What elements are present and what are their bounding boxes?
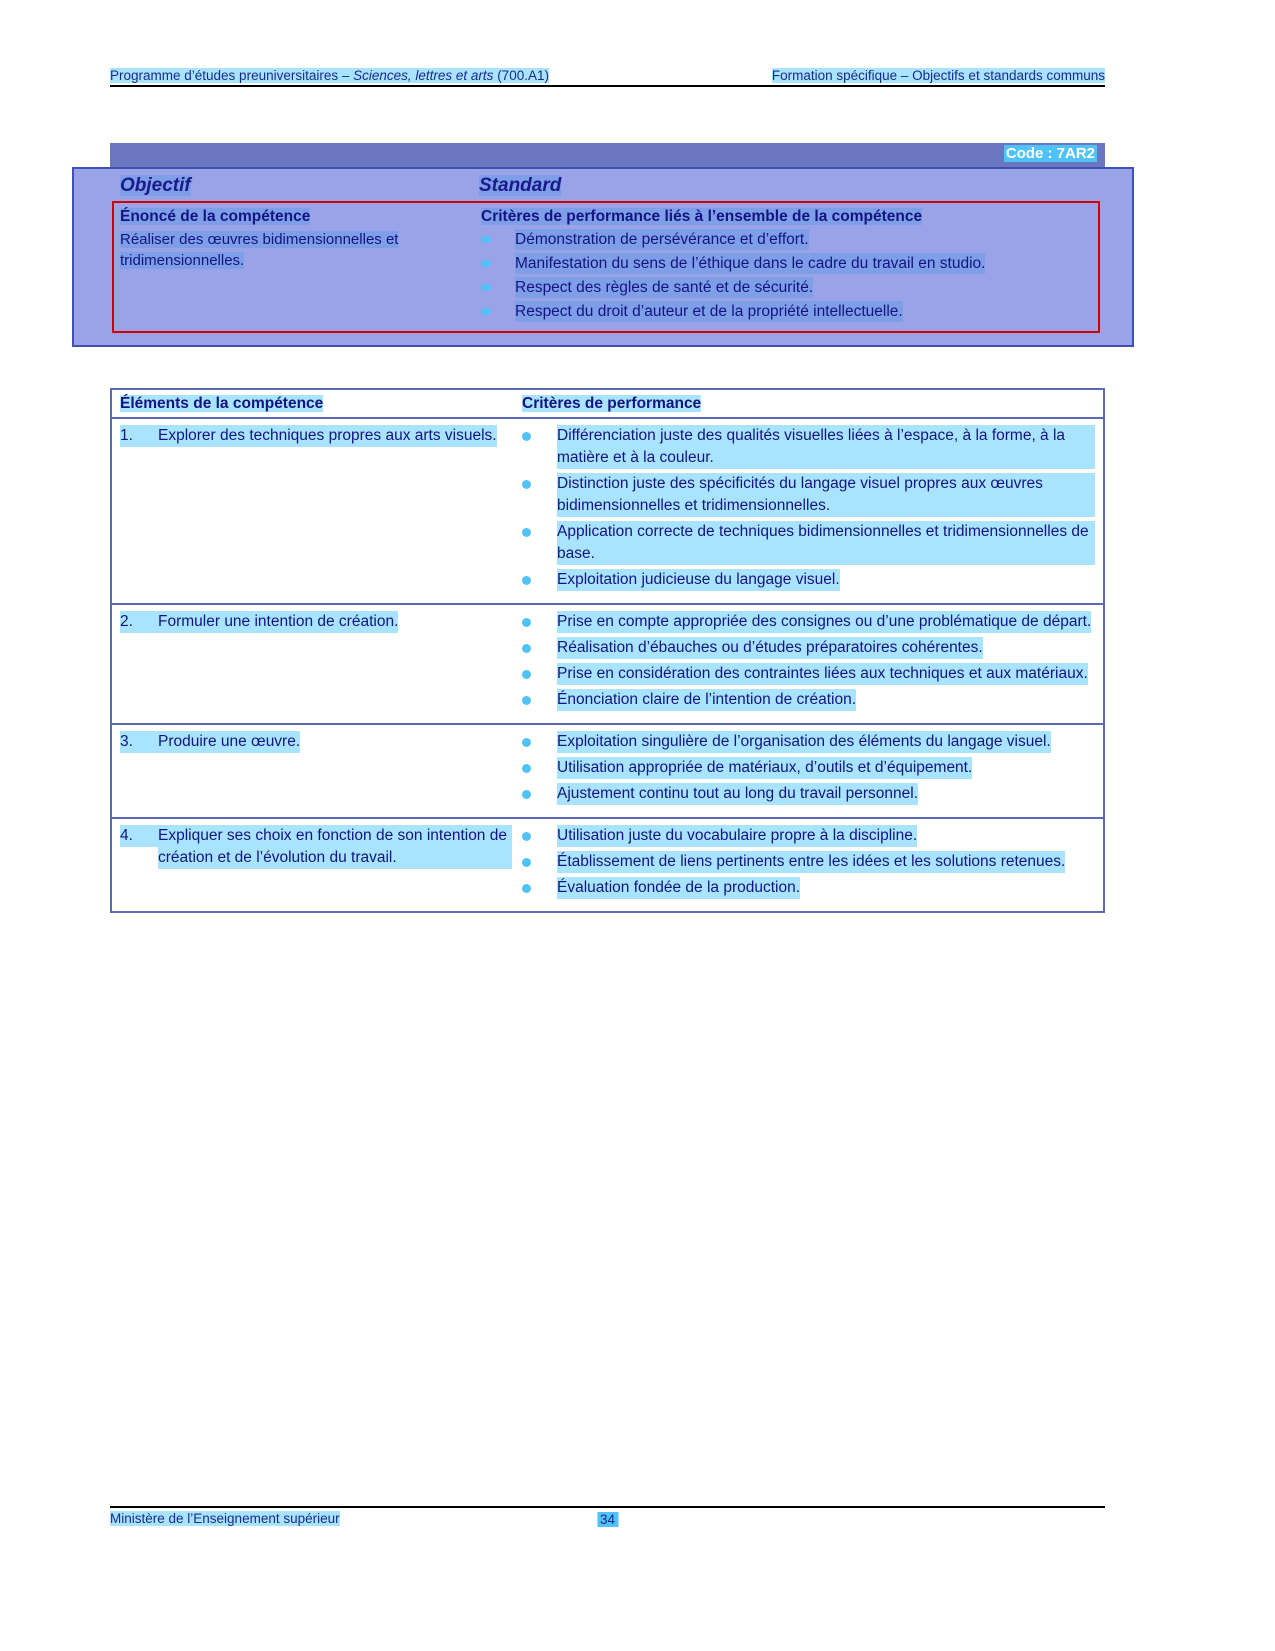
table-row: [112, 605, 1103, 725]
element-label: Expliquer ses choix en fonction de son intention de création et de l’évolution du travail.: [158, 825, 512, 869]
criterion-text: Établissement de liens pertinents entre les idées et les solutions retenues.: [557, 851, 1065, 873]
criterion-text: Utilisation juste du vocabulaire propre à la discipline.: [557, 825, 917, 847]
list-item: [522, 825, 1095, 847]
element-number: 4.: [120, 825, 158, 847]
page-number: 34: [597, 1512, 618, 1527]
criterion-text: Évaluation fondée de la production.: [557, 877, 800, 899]
bullet-icon: [522, 670, 531, 679]
footer-ministry-text: Ministère de l’Enseignement supérieur: [110, 1511, 340, 1526]
element-number: 2.: [120, 611, 158, 633]
criterion-text: Ajustement continu tout au long du travail personnel.: [557, 783, 918, 805]
bullet-icon: [522, 696, 531, 705]
list-item: [522, 731, 1095, 753]
enonce-text-cell: [114, 229, 481, 325]
bullet-icon: [522, 858, 531, 867]
list-item: [481, 253, 1098, 274]
elements-competence-table: [110, 388, 1105, 913]
bullet-icon: [522, 884, 531, 893]
criterion-text: Énonciation claire de l’intention de création.: [557, 689, 856, 711]
header-right-text: Formation spécifique – Objectifs et standards communs: [771, 68, 1105, 83]
criteres-heading-cell: [522, 395, 1103, 413]
column-header-elements: Éléments de la compétence: [120, 395, 324, 412]
criterion-text: Démonstration de persévérance et d’effort.: [515, 231, 809, 248]
elements-heading-cell: [112, 395, 522, 413]
element-label: Produire une œuvre.: [158, 731, 300, 753]
bullet-icon: [522, 480, 531, 489]
table-row: [112, 419, 1103, 605]
page-footer: [110, 1506, 1105, 1526]
enonce-line-1: Réaliser des œuvres bidimensionnelles et: [120, 231, 399, 248]
criteria-list: [522, 425, 1095, 591]
competency-code: Code : 7AR2: [1005, 145, 1095, 162]
criterion-text: Exploitation singulière de l’organisation des éléments du langage visuel.: [557, 731, 1051, 753]
list-item: [522, 637, 1095, 659]
criterion-text: Respect des règles de santé et de sécurité.: [515, 279, 814, 296]
bullet-icon: [522, 528, 531, 537]
element-cell: [112, 725, 522, 817]
bullet-icon: [522, 618, 531, 627]
bullet-icon: [481, 284, 491, 291]
header-left-text: [110, 68, 549, 83]
criterion-text: Manifestation du sens de l’éthique dans le cadre du travail en studio.: [515, 255, 986, 272]
objectif-standard-block: [72, 167, 1134, 347]
criterion-text: Exploitation judicieuse du langage visuel.: [557, 569, 840, 591]
header-left-program: Programme d’études preuniversitaires –: [110, 68, 354, 83]
competency-box-body: [114, 229, 1098, 331]
list-item: [522, 663, 1095, 685]
column-header-criteres: Critères de performance: [522, 395, 702, 412]
list-item: [522, 569, 1095, 591]
list-item: [522, 757, 1095, 779]
criteres-ensemble-cell: [481, 229, 1098, 325]
header-left-italic: Sciences, lettres et arts: [353, 68, 494, 83]
list-item: [522, 783, 1095, 805]
bullet-icon: [522, 576, 531, 585]
criteria-cell: [522, 819, 1103, 911]
bullet-icon: [522, 644, 531, 653]
criteria-cell: [522, 419, 1103, 603]
enonce-heading-cell: [114, 208, 481, 226]
element-cell: [112, 819, 522, 911]
criterion-text: Application correcte de techniques bidimensionnelles et tridimensionnelles de base.: [557, 521, 1095, 565]
enonce-heading: Énoncé de la compétence: [120, 208, 311, 225]
page-header: [110, 68, 1105, 87]
standard-heading-cell: [479, 175, 1132, 197]
list-item: [481, 301, 1098, 322]
criteres-ensemble-list: [481, 229, 1098, 322]
list-item: [522, 877, 1095, 899]
list-item: [522, 611, 1095, 633]
bullet-icon: [522, 764, 531, 773]
table-row: [112, 819, 1103, 911]
table-header-row: [112, 390, 1103, 419]
criteres-ensemble-heading: Critères de performance liés à l’ensemble de la compétence: [481, 208, 923, 225]
bullet-icon: [481, 308, 491, 315]
list-item: [481, 277, 1098, 298]
criterion-text: Distinction juste des spécificités du langage visuel propres aux œuvres bidimensionnelles et tridimensionnelles.: [557, 473, 1095, 517]
objectif-title: Objectif: [120, 175, 191, 196]
element-cell: [112, 419, 522, 603]
criterion-text: Prise en considération des contraintes liées aux techniques et aux matériaux.: [557, 663, 1088, 685]
criteria-list: [522, 611, 1095, 711]
list-item: [481, 229, 1098, 250]
list-item: [522, 425, 1095, 469]
bullet-icon: [522, 790, 531, 799]
enonce-line-2: tridimensionnelles.: [120, 252, 245, 269]
bullet-icon: [522, 432, 531, 441]
element-label: Explorer des techniques propres aux arts visuels.: [158, 425, 497, 447]
element-number: 1.: [120, 425, 158, 447]
list-item: [522, 851, 1095, 873]
element-cell: [112, 605, 522, 723]
competency-statement-box: [112, 201, 1100, 333]
code-bar: [110, 143, 1105, 167]
list-item: [522, 521, 1095, 565]
header-left-code: (700.A1): [493, 68, 549, 83]
bullet-icon: [481, 260, 491, 267]
criterion-text: Prise en compte appropriée des consignes ou d’une problématique de départ.: [557, 611, 1091, 633]
competency-box-headings: [114, 203, 1098, 229]
bullet-icon: [522, 832, 531, 841]
standard-title: Standard: [479, 175, 562, 196]
criterion-text: Différenciation juste des qualités visuelles liées à l’espace, à la forme, à la matière et à la couleur.: [557, 425, 1095, 469]
criterion-text: Réalisation d’ébauches ou d’études préparatoires cohérentes.: [557, 637, 983, 659]
table-row: [112, 725, 1103, 819]
criterion-text: Respect du droit d’auteur et de la propriété intellectuelle.: [515, 303, 903, 320]
criterion-text: Utilisation appropriée de matériaux, d’outils et d’équipement.: [557, 757, 972, 779]
list-item: [522, 473, 1095, 517]
criteria-list: [522, 825, 1095, 899]
criteres-heading-cell: [481, 208, 1098, 226]
list-item: [522, 689, 1095, 711]
objectif-heading-cell: [74, 175, 479, 197]
criteria-cell: [522, 725, 1103, 817]
element-number: 3.: [120, 731, 158, 753]
criteria-list: [522, 731, 1095, 805]
bullet-icon: [481, 236, 491, 243]
bullet-icon: [522, 738, 531, 747]
criteria-cell: [522, 605, 1103, 723]
element-label: Formuler une intention de création.: [158, 611, 398, 633]
objectif-standard-headings: [74, 169, 1132, 201]
